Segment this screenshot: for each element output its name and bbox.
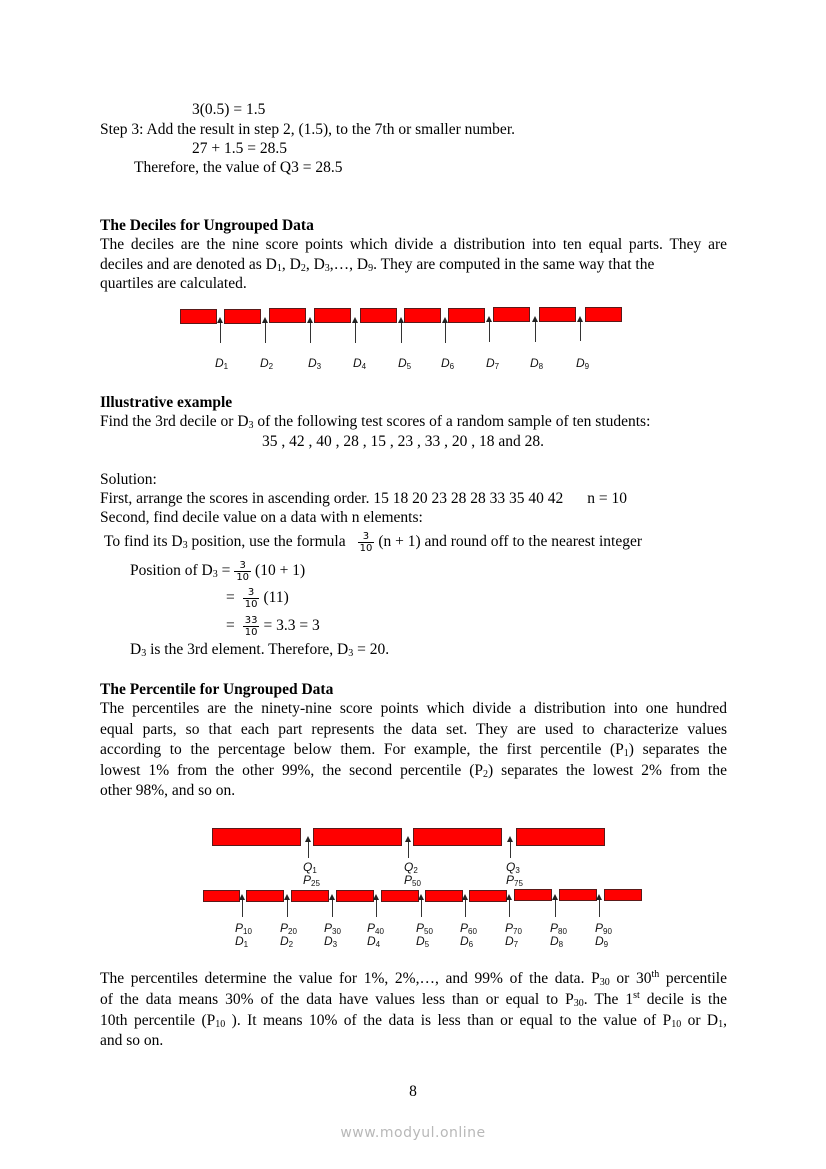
arrow-up-icon: [555, 899, 556, 917]
arrow-up-icon: [535, 321, 536, 342]
arrow-up-icon: [510, 841, 511, 858]
closing-line-3: 10th percentile ($P_{10}$ ). It means 10% of the data is less than or equal to the value of $P_{10}$ or $D_1$,: [100, 1012, 727, 1030]
arrow-up-icon: [332, 899, 333, 917]
decile-segment: [180, 309, 217, 324]
arrow-up-icon: [509, 899, 510, 917]
percentile-decile-label: $P_{90}$ $D_9$: [595, 921, 612, 949]
position-line-3: = $\frac{33}{10}$ = 3.3 = 3: [226, 615, 320, 638]
decile-segment: [514, 889, 552, 901]
arrow-up-icon: [465, 899, 466, 917]
quartile-segment: [313, 828, 402, 846]
percentile-paragraph-line-3: according to the percentage below them. For example, the first percentile $(P_1)$ separates the: [100, 741, 727, 759]
decile-label: $D_2$: [260, 356, 274, 371]
decile-segment: [336, 890, 374, 902]
arrow-up-icon: [580, 321, 581, 341]
deciles-paragraph-line-2: deciles and are denoted as $D_1$, $D_2$, $D_3,\dots$, $D_9$. They are computed in the same way that the: [100, 256, 655, 274]
decile-label: $D_4$: [353, 356, 367, 371]
percentile-paragraph-line-2: equal parts, so that each part represents the data set. They are used to characterize values: [100, 721, 727, 738]
decile-segment: [203, 890, 240, 902]
percentile-decile-label: $P_{10}$ $D_1$: [235, 921, 252, 949]
arrow-up-icon: [242, 899, 243, 917]
solution-first-step: First, arrange the scores in ascending order. 15 18 20 23 28 28 33 35 40 42 n = 10: [100, 490, 627, 507]
deciles-paragraph-line-3: quartiles are calculated.: [100, 275, 247, 292]
arrow-up-icon: [310, 322, 311, 343]
step-3-text: Step 3: Add the result in step 2, (1.5), to the 7th or smaller number.: [100, 121, 515, 138]
decile-segment: [246, 890, 284, 902]
decile-segment: [381, 890, 419, 902]
percentile-paragraph-line-5: other 98%, and so on.: [100, 782, 236, 799]
decile-segment: [314, 308, 351, 323]
percentile-decile-label: $P_{70}$ $D_7$: [505, 921, 522, 949]
decile-label: $D_6$: [441, 356, 455, 371]
decile-segment: [360, 308, 397, 323]
example-heading: Illustrative example: [100, 394, 233, 411]
quartile-label: $Q_1$ $P_{25}$: [303, 860, 320, 888]
solution-formula-line: To find its $D_3$ position, use the formula $\frac{3}{10}$ (n + 1) and round off to the nearest integer: [104, 531, 643, 554]
arrow-up-icon: [287, 899, 288, 917]
decile-label: $D_9$: [576, 356, 590, 371]
fraction: $\frac{3}{10}$: [236, 560, 250, 583]
quartile-segment: [212, 828, 301, 846]
fraction: $\frac{3}{10}$: [244, 587, 258, 610]
decile-segment: [404, 308, 441, 323]
q3-conclusion: Therefore, the value of Q3 = 28.5: [134, 159, 343, 176]
percentile-decile-label: $P_{50}$ $D_5$: [416, 921, 433, 949]
solution-second-step: Second, find decile value on a data with n elements:: [100, 509, 423, 526]
decile-segment: [585, 307, 622, 322]
percentile-decile-label: $P_{80}$ $D_8$: [550, 921, 567, 949]
arrow-up-icon: [376, 899, 377, 917]
decile-label: $D_5$: [398, 356, 412, 371]
example-scores: 35 , 42 , 40 , 28 , 15 , 23 , 33 , 20 , 18 and 28.: [262, 433, 545, 450]
solution-label: Solution:: [100, 471, 157, 488]
decile-segment: [559, 889, 597, 901]
calc-line-2: 27 + 1.5 = 28.5: [192, 140, 287, 157]
page-number: 8: [409, 1083, 417, 1100]
decile-segment: [469, 890, 507, 902]
fraction: $\frac{33}{10}$: [244, 615, 258, 638]
calc-line-1: 3(0.5) = 1.5: [192, 101, 266, 118]
arrow-up-icon: [265, 322, 266, 343]
closing-line-1: The percentiles determine the value for 1%, 2%,…, and 99% of the data. $P_{30}$ or 30th percentile: [100, 969, 727, 988]
example-question: Find the 3rd decile or $D_3$ of the following test scores of a random sample of ten students:: [100, 413, 651, 431]
decile-segment: [448, 308, 485, 323]
decile-segment: [493, 307, 530, 322]
position-line-2: = $\frac{3}{10}$ (11): [226, 587, 289, 610]
arrow-up-icon: [220, 322, 221, 343]
decile-label: $D_1$: [215, 356, 229, 371]
decile-segment: [291, 890, 329, 902]
quartile-label: $Q_2$ $P_{50}$: [404, 860, 421, 888]
arrow-up-icon: [489, 321, 490, 342]
watermark: www.modyul.online: [340, 1125, 486, 1141]
decile-segment: [604, 889, 642, 901]
percentile-decile-label: $P_{30}$ $D_3$: [324, 921, 341, 949]
percentile-decile-label: $P_{20}$ $D_2$: [280, 921, 297, 949]
decile-segment: [224, 309, 261, 324]
decile-label: $D_8$: [530, 356, 544, 371]
decile-segment: [425, 890, 463, 902]
decile-label: $D_7$: [486, 356, 500, 371]
decile-label: $D_3$: [308, 356, 322, 371]
position-line-1: Position of $D_3$ = $\frac{3}{10}$ (10 + 1): [130, 560, 306, 583]
percentile-heading: The Percentile for Ungrouped Data: [100, 681, 334, 698]
arrow-up-icon: [401, 322, 402, 343]
percentile-decile-label: $P_{40}$ $D_4$: [367, 921, 384, 949]
deciles-heading: The Deciles for Ungrouped Data: [100, 217, 314, 234]
arrow-up-icon: [408, 841, 409, 858]
decile-segment: [539, 307, 576, 322]
quartile-segment: [516, 828, 605, 846]
arrow-up-icon: [599, 899, 600, 917]
quartile-segment: [413, 828, 502, 846]
decile-segment: [269, 308, 306, 323]
quartile-label: $Q_3$ $P_{75}$: [506, 860, 523, 888]
percentile-paragraph-line-4: lowest 1% from the other 99%, the second percentile $(P_2)$ separates the lowest 2% from the: [100, 762, 727, 780]
solution-result: $D_3$ is the 3rd element. Therefore, $D_3 = 20$.: [130, 641, 390, 659]
percentile-paragraph-line-1: The percentiles are the ninety-nine score points which divide a distribution into one hundred: [100, 700, 727, 717]
deciles-paragraph-line-1: The deciles are the nine score points which divide a distribution into ten equal parts. They are: [100, 236, 727, 253]
arrow-up-icon: [421, 899, 422, 917]
arrow-up-icon: [308, 841, 309, 858]
percentile-decile-label: $P_{60}$ $D_6$: [460, 921, 477, 949]
arrow-up-icon: [355, 322, 356, 343]
fraction: $\frac{3}{10}$: [359, 531, 373, 554]
closing-line-4: and so on.: [100, 1032, 164, 1049]
arrow-up-icon: [445, 322, 446, 343]
closing-line-2: of the data means 30% of the data have values less than or equal to $P_{30}$. The 1st decile is the: [100, 990, 727, 1009]
